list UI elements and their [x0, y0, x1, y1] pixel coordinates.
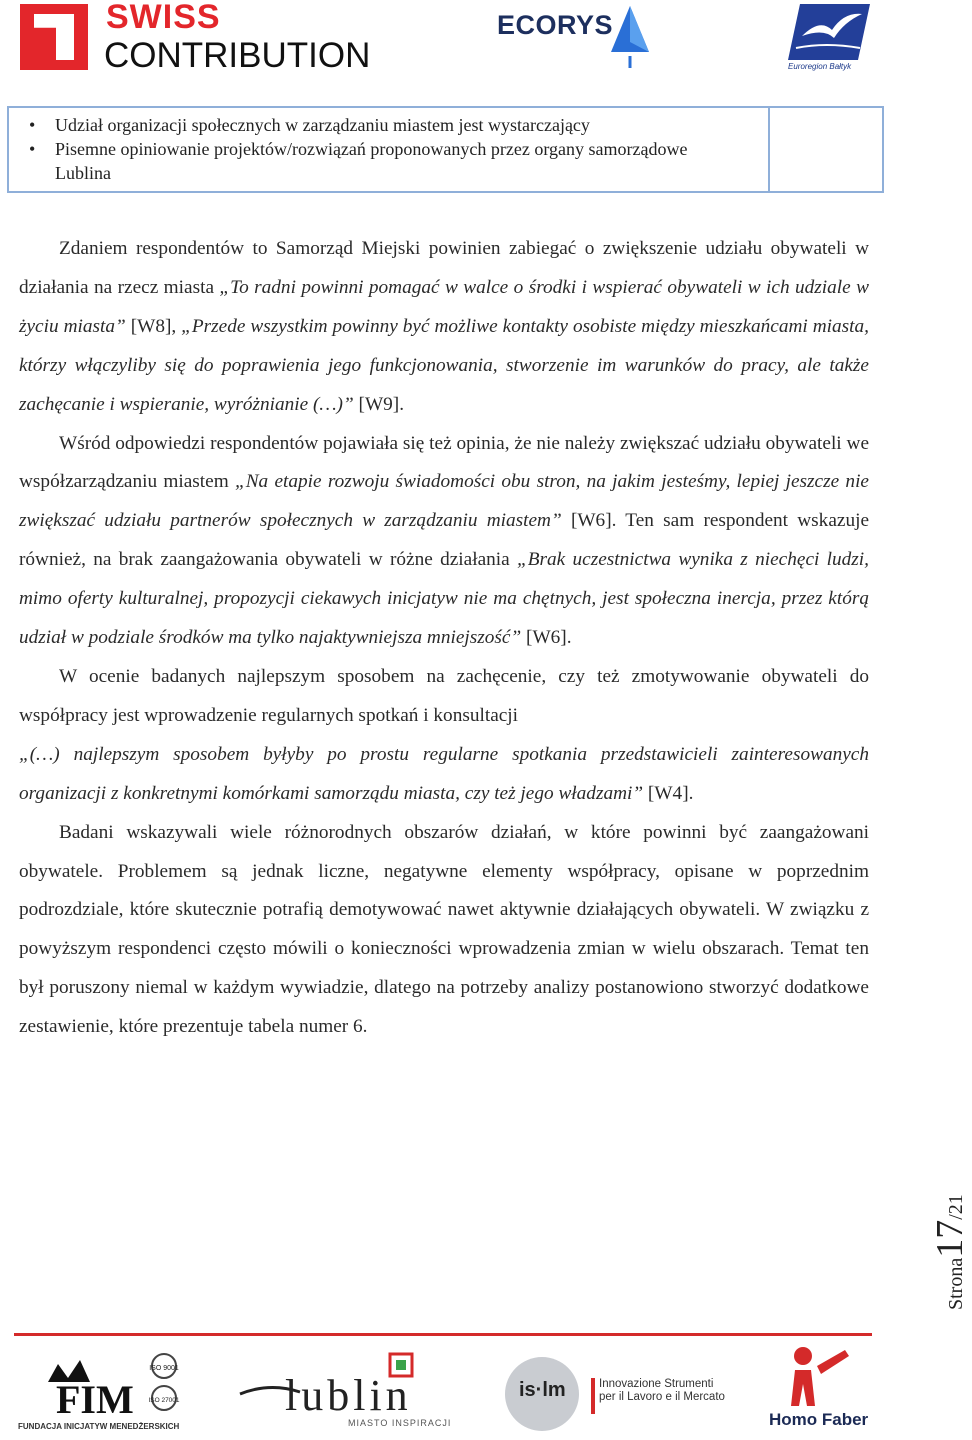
islm-tagline-line: per il Lavoro e il Mercato	[599, 1391, 725, 1403]
ecorys-word: ECORYS	[497, 10, 614, 40]
lublin-caption: MIASTO INSPIRACJI	[348, 1418, 452, 1428]
svg-text:ISO 9001: ISO 9001	[149, 1365, 179, 1372]
paragraph	[19, 814, 869, 1047]
fim-logo	[18, 1352, 188, 1434]
criteria-list	[9, 113, 745, 185]
criteria-table	[7, 106, 884, 193]
paragraph	[19, 425, 869, 658]
islm-logo	[505, 1352, 725, 1434]
text-span: [W6]. Ten sam respondent wskazuje również, na brak zaangażowania obywateli w różne działania	[19, 510, 869, 571]
islm-tagline-line: Innovazione Strumenti	[599, 1378, 714, 1390]
ecorys-logo	[497, 2, 657, 72]
fim-caption: FUNDACJA INICJATYW MENEDŻERSKICH	[18, 1422, 180, 1431]
quote: „Na etapie rozwoju świadomości obu stron, na jakim jesteśmy, lepiej jeszcze nie zwiększać udziału partnerów społecznych w zarządzaniu miastem”	[19, 471, 869, 532]
swiss-flag-icon	[20, 4, 88, 70]
ecorys-triangle-icon	[609, 4, 651, 68]
table-column-divider	[768, 108, 770, 191]
euroregion-caption: Euroregion Bałtyk	[788, 62, 852, 71]
paragraph	[19, 736, 869, 814]
quote: „To radni powinni pomagać w walce o środki i wspierać obywateli w ich udziale w życiu miasta”	[19, 276, 869, 337]
paragraph	[19, 658, 869, 736]
document-body	[19, 230, 869, 1047]
quote: „Przede wszystkim powinny być możliwe kontakty osobiste między mieszkańcami miasta, którzy włączyliby się do poprawienia jego funkcjonowania, stworzenie im warunków do pracy, ale także zachęcanie i wspieranie, wyróżnianie (…)”	[19, 315, 869, 415]
page-current: 17	[929, 1219, 971, 1258]
text-span: [W8],	[125, 315, 182, 337]
criteria-item: • Udział organizacji społecznych w zarządzaniu miastem jest wystarczający	[9, 113, 745, 137]
quote: „(…) najlepszym sposobem byłyby po prostu regularne spotkania przedstawicieli zainteresowanych organizacji z konkretnymi komórkami samorządu miasta, czy też jego władzami”	[19, 743, 869, 804]
homo-faber-figure-icon	[765, 1344, 875, 1410]
swiss-contribution-logo	[20, 0, 371, 75]
islm-tagline	[599, 1378, 725, 1404]
homo-faber-word: Homo Faber	[769, 1410, 869, 1429]
lublin-logo	[240, 1352, 452, 1434]
text-span: Wśród odpowiedzi respondentów pojawiała się też opinia, że nie należy zwiększać udziału obywateli we współzarządzaniu miastem	[19, 432, 869, 493]
islm-bar	[591, 1378, 595, 1414]
criteria-item: • Pisemne opiniowanie projektów/rozwiązań proponowanych przez organy samorządowe Lublina	[9, 137, 745, 185]
text-span: Badani wskazywali wiele różnorodnych obszarów działań, w które powinni być zaangażowani obywatele. Problemem są jednak liczne, negatywne elementy współpracy, opisane w poprzednim podrozdziale, które skutecznie potrafią demotywować nawet aktywnie działających obywateli. W związku z powyższym respondenci często mówili o konieczności wprowadzenia zmian w wielu obszarach. Temat ten był poruszony niemal w każdym wywiadzie, dlatego na potrzeby analizy postanowiono stworzyć dodatkowe zestawienie, które prezentuje tabela numer 6.	[19, 821, 869, 1038]
fim-word: FIM	[56, 1377, 134, 1422]
text-span: W ocenie badanych najlepszym sposobem na zachęcenie, czy też zmotywowanie obywateli do współpracy jest wprowadzenie regularnych spotkań i konsultacji	[19, 665, 869, 726]
page-total: /21	[945, 1194, 967, 1220]
euroregion-baltyk-logo	[786, 2, 872, 72]
svg-text:ISO 27001: ISO 27001	[148, 1397, 180, 1404]
text-span: [W4].	[643, 782, 694, 804]
islm-word: is·lm	[519, 1379, 566, 1401]
page-number	[928, 1150, 971, 1310]
seagull-icon	[786, 2, 872, 62]
text-span: [W6].	[521, 627, 572, 649]
homo-faber-logo	[765, 1344, 875, 1434]
text-span: [W9].	[353, 393, 405, 415]
footer-divider	[14, 1333, 872, 1336]
swiss-word: SWISS	[106, 0, 221, 36]
page-label: Strona	[945, 1257, 967, 1310]
quote: „Brak uczestnictwa wynika z niechęci ludzi, mimo oferty kulturalnej, propozycji ciekawych inicjatyw nie ma chętnych, jest społeczna inercja, przez którą udział w podziale środków ma tylko najaktywniejsza mniejszość”	[19, 549, 869, 649]
paragraph	[19, 230, 869, 425]
lublin-word: lublin	[285, 1371, 412, 1420]
text-span: Zdaniem respondentów to Samorząd Miejski powinien zabiegać o zwiększenie udziału obywateli w działania na rzecz miasta	[19, 238, 869, 298]
contribution-word: CONTRIBUTION	[104, 36, 371, 75]
